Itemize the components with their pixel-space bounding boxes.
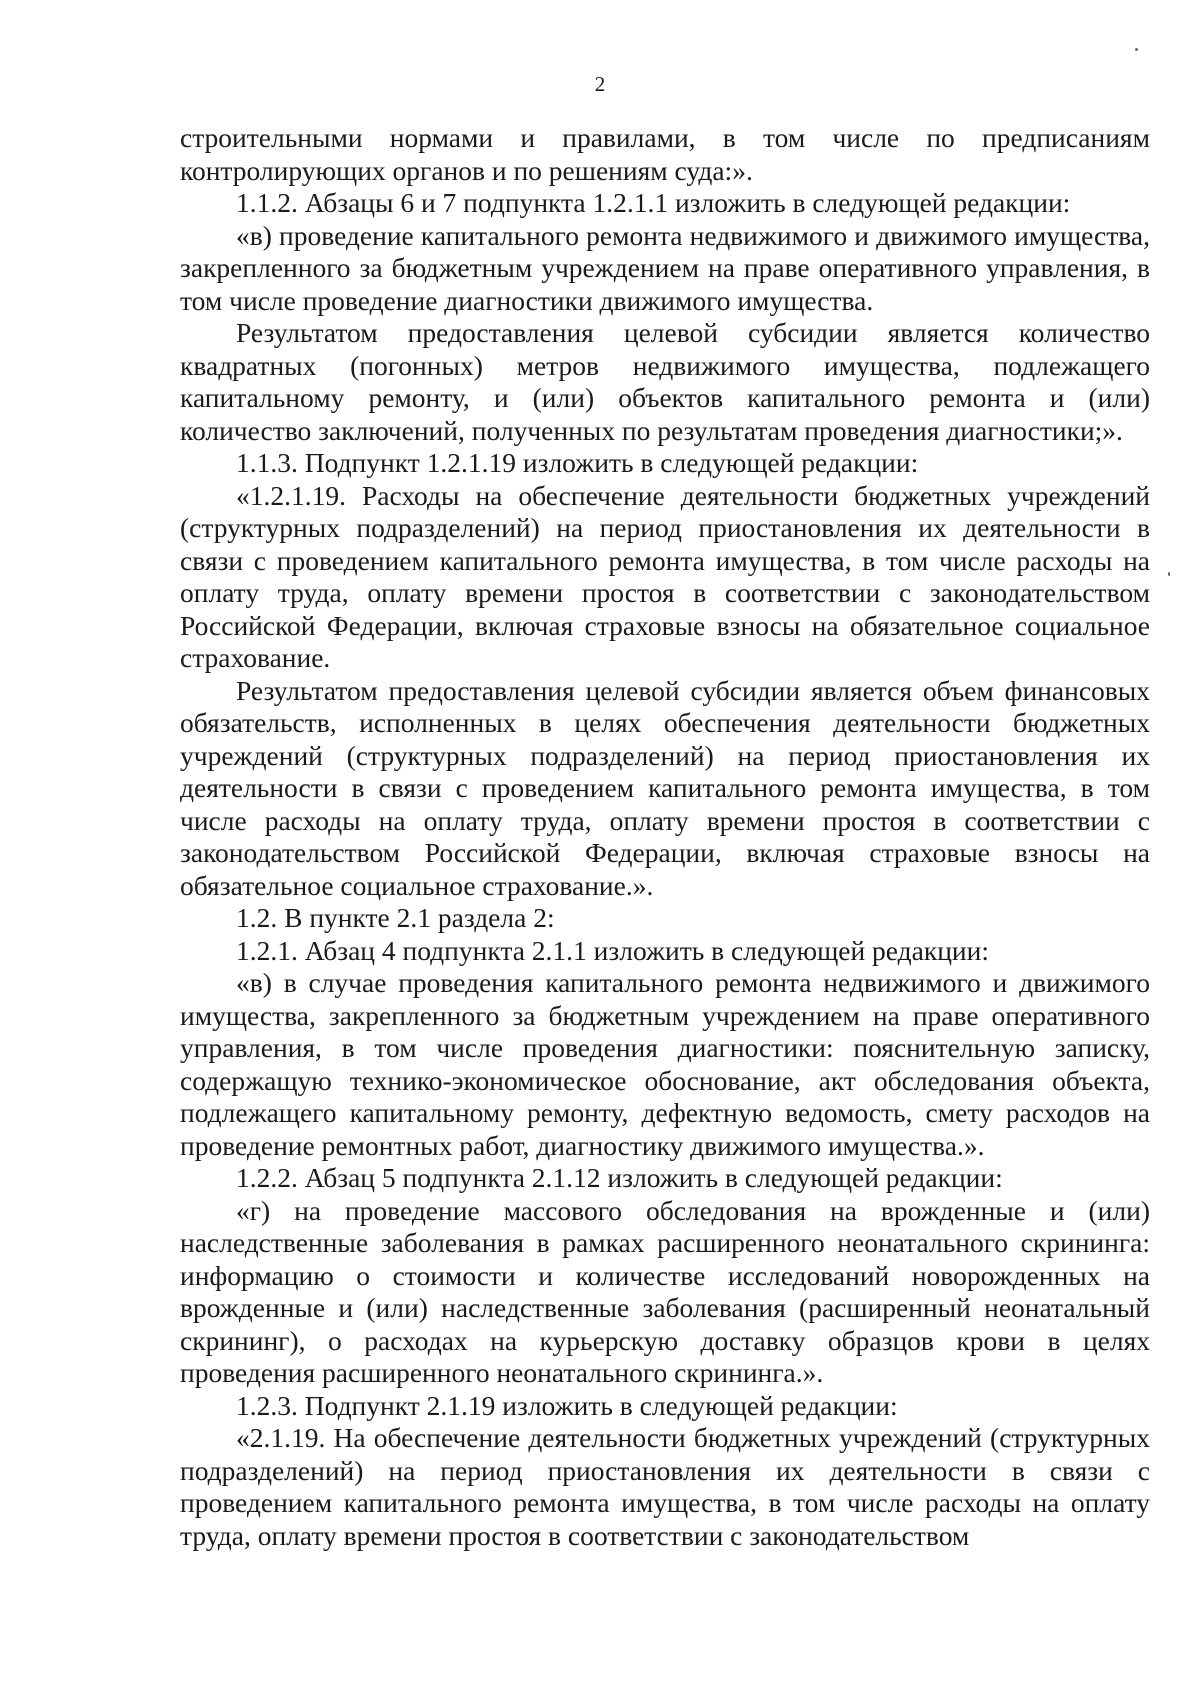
paragraph-quote-g: «г) на проведение массового обследования на врожденные и (или) наследственные заболевания в рамках расширенного неонатального скрининга: информацию о стоимости и количестве исследований новорожденных на врожденные и (или) наследственные заболевания (расширенный неонатальный скрининг), о расходах на курьерскую доставку образцов крови в целях проведения расширенного неонатального скрининга.». xyxy=(180,1194,1150,1388)
paragraph-1-2-3: 1.2.3. Подпункт 2.1.19 изложить в следующей редакции: xyxy=(236,1389,898,1421)
scan-speck xyxy=(1168,572,1170,576)
paragraph-quote-2-1-19: «2.1.19. На обеспечение деятельности бюджетных учреждений (структурных подразделений) на период приостановления их деятельности в связи с проведением капитального ремонта имущества, в том числе расходы на оплату труда, оплату времени простоя в соответствии с законодательством xyxy=(180,1422,1150,1551)
document-body xyxy=(180,122,1150,1552)
paragraph-1-1-2: 1.1.2. Абзацы 6 и 7 подпункта 1.2.1.1 изложить в следующей редакции: xyxy=(236,187,1071,218)
paragraph-1-2-2: 1.2.2. Абзац 5 подпункта 2.1.12 изложить в следующей редакции: xyxy=(236,1162,1003,1193)
paragraph-quote-v-2: «в) в случае проведения капитального ремонта недвижимого и движимого имущества, закрепленного за бюджетным учреждением на праве оперативного управления, в том числе проведения диагностики: пояснительную записку, содержащую технико-экономическое обоснование, акт обследования объекта, подлежащего капитальному ремонту, дефектную ведомость, смету расходов на проведение ремонтных работ, диагностику движимого имущества.». xyxy=(180,967,1150,1161)
paragraph-quote-1-2-1-19: «1.2.1.19. Расходы на обеспечение деятельности бюджетных учреждений (структурных подразделений) на период приостановления их деятельности в связи с проведением капитального ремонта имущества, в том числе расходы на оплату труда, оплату времени простоя в соответствии с законодательством Российской Федерации, включая страховые взносы на обязательное социальное страхование. xyxy=(180,479,1150,673)
paragraph-1-2-1: 1.2.1. Абзац 4 подпункта 2.1.1 изложить в следующей редакции: xyxy=(236,934,990,966)
paragraph-1-1-3: 1.1.3. Подпункт 1.2.1.19 изложить в следующей редакции: xyxy=(236,447,919,478)
paragraph-quote-v: «в) проведение капитального ремонта недвижимого и движимого имущества, закрепленного за бюджетным учреждением на праве оперативного управления, в том числе проведение диагностики движимого имущества. xyxy=(180,219,1150,316)
page-number: 2 xyxy=(594,72,606,96)
paragraph-continuation: строительными нормами и правилами, в том числе по предписаниям контролирующих органов и по решениям суда:». xyxy=(180,122,1150,186)
paragraph-1-2: 1.2. В пункте 2.1 раздела 2: xyxy=(236,902,555,933)
paragraph-result-2: Результатом предоставления целевой субсидии является объем финансовых обязательств, исполненных в целях обеспечения деятельности бюджетных учреждений (структурных подразделений) на период приостановления их деятельности в связи с проведением капитального ремонта имущества, в том числе расходы на оплату труда, оплату времени простоя в соответствии с законодательством Российской Федерации, включая страховые взносы на обязательное социальное страхование.». xyxy=(180,674,1150,901)
scan-speck xyxy=(1135,48,1138,51)
paragraph-result-1: Результатом предоставления целевой субсидии является количество квадратных (погонных) метров недвижимого имущества, подлежащего капитальному ремонту, и (или) объектов капитального ремонта и (или) количество заключений, полученных по результатам проведения диагностики;». xyxy=(180,317,1150,446)
